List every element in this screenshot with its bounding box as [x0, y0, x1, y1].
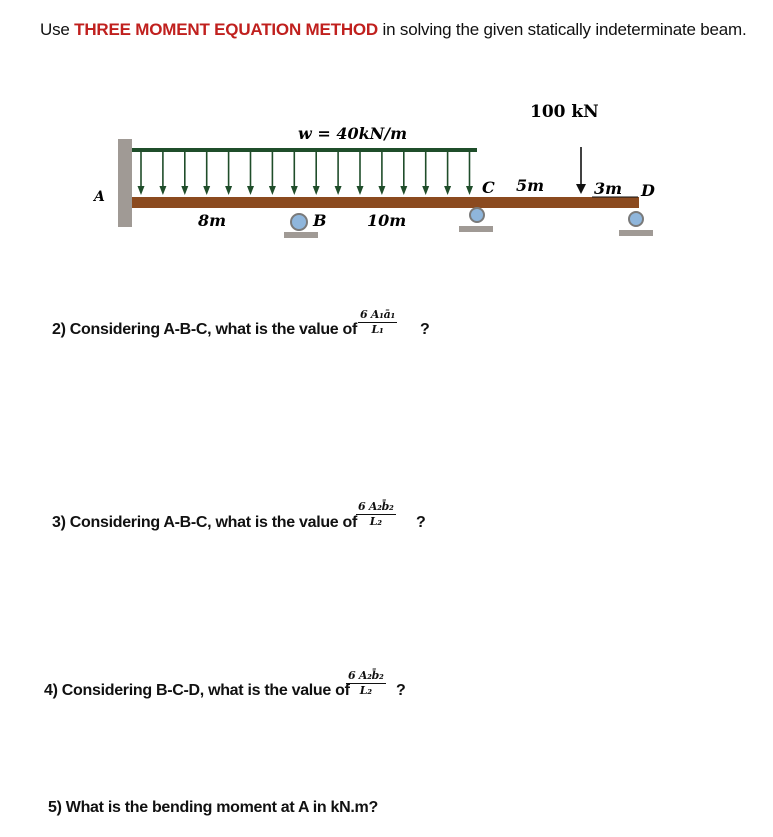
question-2-fraction	[358, 309, 397, 336]
question-2-text: 2) Considering A-B-C, what is the value of	[52, 321, 358, 338]
question-4-text: 4) Considering B-C-D, what is the value of	[44, 682, 350, 699]
label-A: A	[94, 189, 105, 205]
point-load-label: 100 kN	[530, 102, 599, 122]
fraction-numerator: 6 A₂b̄₂	[348, 669, 384, 682]
distributed-load-bar	[132, 148, 477, 152]
span-AB-label: 8m	[198, 211, 227, 230]
beam-diagram	[0, 0, 773, 260]
distributed-load-label: w = 40kN/m	[298, 124, 408, 143]
udl-arrow	[225, 152, 232, 195]
span-load-D-label: 3m	[594, 179, 623, 198]
udl-arrow	[138, 152, 145, 195]
udl-arrow	[422, 152, 429, 195]
instruction-suffix: in solving the given statically indeterminate beam.	[378, 20, 747, 39]
fraction-denominator: L₂	[359, 684, 372, 697]
udl-arrow	[466, 152, 473, 195]
question-4-fraction	[346, 670, 386, 697]
instruction-prefix: Use	[40, 20, 75, 39]
label-D: D	[641, 181, 655, 200]
fraction-numerator: 6 A₂b̄₂	[358, 500, 394, 513]
udl-arrow	[378, 152, 385, 195]
beam	[132, 197, 639, 208]
fixed-support-A	[118, 139, 132, 227]
point-load-arrow	[576, 147, 586, 194]
question-5-text: 5) What is the bending moment at A in kN.m?	[48, 799, 378, 816]
udl-arrow	[335, 152, 342, 195]
udl-arrow	[203, 152, 210, 195]
question-3-mark: ?	[416, 514, 426, 531]
label-C: C	[482, 178, 495, 197]
question-3-text: 3) Considering A-B-C, what is the value of	[52, 514, 358, 531]
fraction-denominator: L₁	[371, 323, 384, 336]
label-B: B	[313, 211, 327, 230]
question-2-mark: ?	[420, 321, 430, 338]
udl-arrow	[444, 152, 451, 195]
fraction-denominator: L₂	[369, 515, 382, 528]
udl-arrow	[159, 152, 166, 195]
udl-arrow	[400, 152, 407, 195]
udl-arrow	[247, 152, 254, 195]
instruction-method: THREE MOMENT EQUATION METHOD	[74, 20, 379, 39]
udl-arrow	[357, 152, 364, 195]
roller-support-D	[619, 212, 653, 236]
distributed-load-arrows	[138, 152, 474, 195]
udl-arrow	[313, 152, 320, 195]
udl-arrow	[269, 152, 276, 195]
udl-arrow	[181, 152, 188, 195]
roller-support-C	[459, 208, 493, 232]
question-4-mark: ?	[396, 682, 406, 699]
udl-arrow	[291, 152, 298, 195]
question-3-fraction	[356, 501, 396, 528]
span-C-load-label: 5m	[516, 176, 545, 195]
fraction-numerator: 6 A₁ā₁	[360, 308, 395, 321]
span-BC-label: 10m	[367, 211, 407, 230]
